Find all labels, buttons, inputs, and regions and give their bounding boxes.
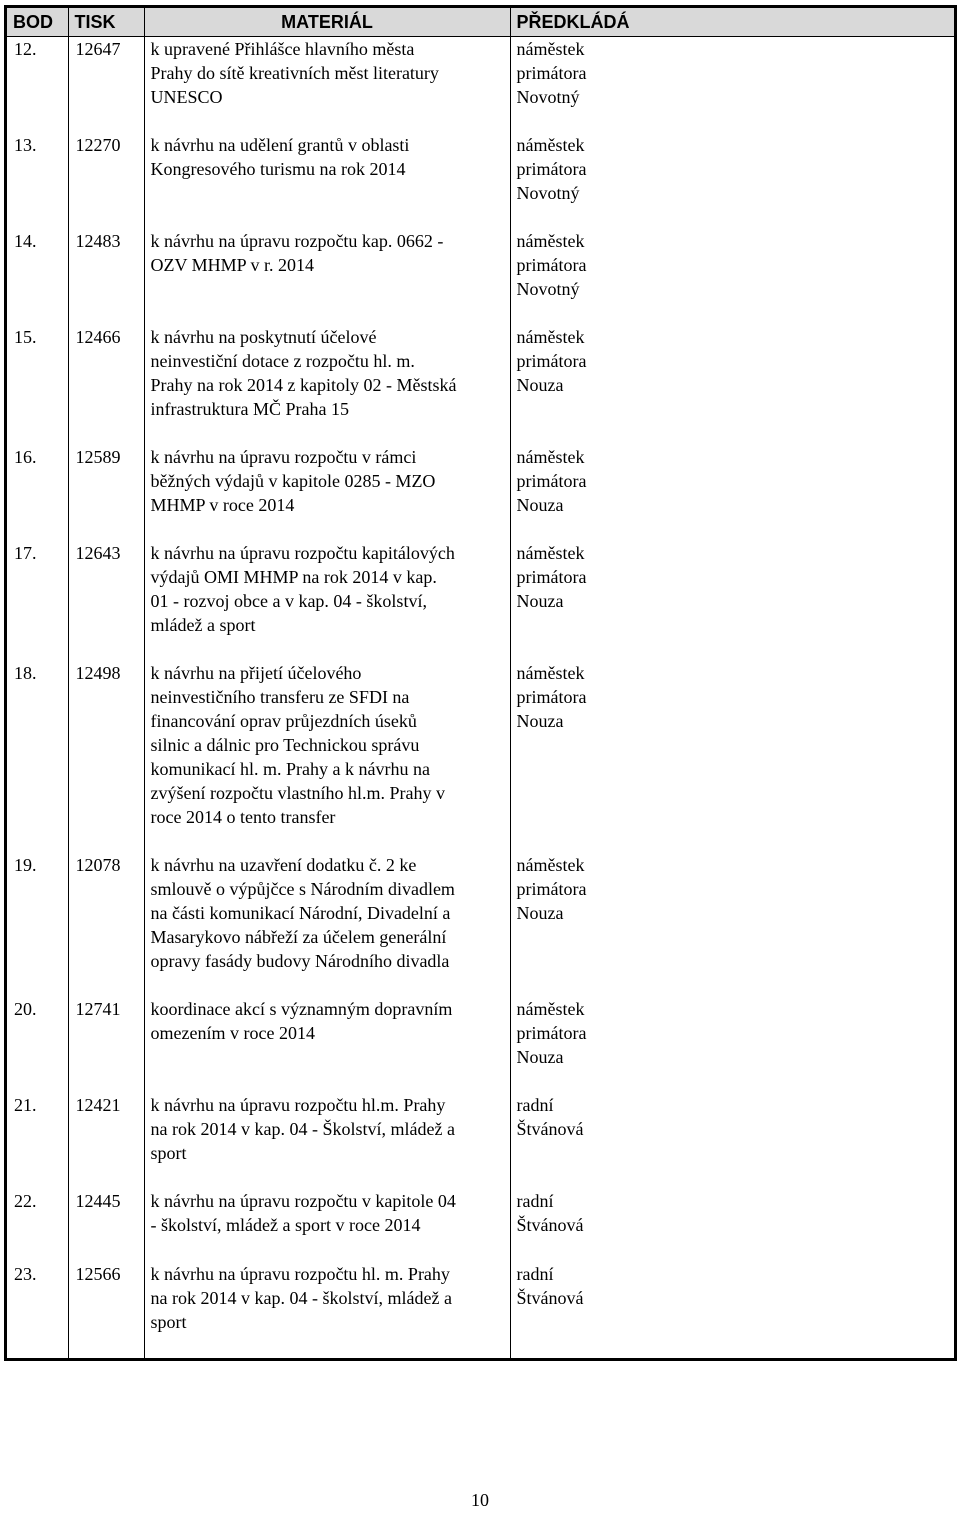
material-line: Prahy na rok 2014 z kapitoly 02 - Městská [150,374,457,395]
predklada-line: primátora [516,350,587,371]
cell-tisk: 12741 [68,997,144,1093]
cell-material [144,325,510,445]
material-line: k návrhu na úpravu rozpočtu kap. 0662 - [150,230,444,251]
cell-material [144,1262,510,1358]
cell-material [144,853,510,997]
predklada-line: primátora [516,63,587,83]
cell-tisk: 12421 [68,1093,144,1189]
material-line: k návrhu na úpravu rozpočtu v rámci [150,446,417,467]
cell-material [144,229,510,325]
cell-bod: 18. [14,662,37,683]
table-row [7,445,954,541]
table-row [7,541,954,661]
table-row [7,853,954,997]
material-line: výdajů OMI MHMP na rok 2014 v kap. [150,566,437,587]
agenda-table [7,8,954,1358]
material-line: omezením v roce 2014 [150,1022,315,1043]
material-line: k návrhu na úpravu rozpočtu hl.m. Prahy [150,1094,446,1115]
predklada-line: Nouza [516,494,564,515]
predklada-line: primátora [516,878,587,899]
material-line: na rok 2014 v kap. 04 - Školství, mládež a [150,1118,455,1139]
predklada-line: náměstek [516,446,585,467]
cell-bod: 15. [14,326,37,347]
material-line: k návrhu na poskytnutí účelové [150,326,377,347]
predklada-line: primátora [516,686,587,707]
material-line: roce 2014 o tento transfer [150,806,336,827]
material-line: smlouvě o výpůjčce s Národním divadlem [150,878,455,899]
material-line: komunikací hl. m. Prahy a k návrhu na [150,758,430,779]
cell-predklada [510,853,954,997]
cell-bod: 12. [14,39,37,59]
predklada-line: primátora [516,254,587,275]
cell-material [144,37,510,133]
material-line: k návrhu na úpravu rozpočtu hl. m. Prahy [150,1263,450,1284]
material-line: Prahy do sítě kreativních měst literatury [150,63,439,83]
material-line: neinvestiční dotace z rozpočtu hl. m. [150,350,415,371]
predklada-line: primátora [516,566,587,587]
table-row [7,1093,954,1189]
cell-bod: 20. [14,998,37,1019]
predklada-line: primátora [516,470,587,491]
material-line: financování oprav průjezdních úseků [150,710,417,731]
cell-material [144,997,510,1093]
cell-tisk: 12078 [68,853,144,997]
predklada-line: primátora [516,1022,587,1043]
material-line: opravy fasády budovy Národního divadla [150,950,450,971]
predklada-line: náměstek [516,542,585,563]
header-predklada: PŘEDKLÁDÁ [510,8,954,37]
material-line: na části komunikací Národní, Divadelní a [150,902,451,923]
header-tisk: TISK [68,8,144,37]
material-line: k návrhu na přijetí účelového [150,662,362,683]
cell-bod: 19. [14,854,37,875]
header-bod: BOD [7,8,68,37]
predklada-line: náměstek [516,662,585,683]
cell-material [144,541,510,661]
predklada-line: primátora [516,158,587,179]
cell-predklada [510,541,954,661]
cell-bod: 17. [14,542,37,563]
agenda-table-frame [4,5,957,1361]
material-line: na rok 2014 v kap. 04 - školství, mládež a [150,1287,452,1308]
material-line: neinvestičního transferu ze SFDI na [150,686,410,707]
cell-predklada [510,661,954,853]
cell-material [144,661,510,853]
cell-predklada [510,997,954,1093]
predklada-line: náměstek [516,230,585,251]
cell-tisk: 12466 [68,325,144,445]
material-line: UNESCO [150,87,223,107]
predklada-line: náměstek [516,39,585,59]
material-line: mládež a sport [150,614,256,635]
header-material: MATERIÁL [144,8,510,37]
cell-tisk: 12483 [68,229,144,325]
cell-predklada [510,1262,954,1358]
predklada-line: Novotný [516,182,580,203]
material-line: běžných výdajů v kapitole 0285 - MZO [150,470,436,491]
material-line: koordinace akcí s významným dopravním [150,998,453,1019]
predklada-line: Novotný [516,278,580,299]
cell-tisk: 12498 [68,661,144,853]
predklada-line: radní [516,1190,554,1211]
table-row [7,325,954,445]
cell-material [144,445,510,541]
cell-material [144,1189,510,1262]
cell-bod: 16. [14,446,37,467]
predklada-line: náměstek [516,854,585,875]
cell-tisk: 12445 [68,1189,144,1262]
page-number: 10 [471,1490,489,1510]
cell-predklada [510,229,954,325]
table-row [7,1189,954,1262]
predklada-line: Nouza [516,710,564,731]
cell-predklada [510,325,954,445]
cell-predklada [510,1189,954,1262]
predklada-line: Štvánová [516,1214,584,1235]
material-line: Masarykovo nábřeží za účelem generální [150,926,447,947]
cell-predklada [510,37,954,133]
material-line: Kongresového turismu na rok 2014 [150,158,406,179]
table-row [7,133,954,229]
cell-tisk: 12647 [68,37,144,133]
material-line: k návrhu na úpravu rozpočtu v kapitole 04 [150,1190,456,1211]
table-row [7,229,954,325]
material-line: zvýšení rozpočtu vlastního hl.m. Prahy v [150,782,445,803]
cell-predklada [510,133,954,229]
header-row [7,8,954,37]
predklada-line: Štvánová [516,1287,584,1308]
material-line: OZV MHMP v r. 2014 [150,254,315,275]
cell-predklada [510,1093,954,1189]
material-line: 01 - rozvoj obce a v kap. 04 - školství, [150,590,427,611]
predklada-line: náměstek [516,326,585,347]
material-line: k návrhu na uzavření dodatku č. 2 ke [150,854,417,875]
material-line: sport [150,1311,187,1332]
material-line: k návrhu na udělení grantů v oblasti [150,134,410,155]
cell-bod: 14. [14,230,37,251]
predklada-line: náměstek [516,998,585,1019]
predklada-line: radní [516,1094,554,1115]
material-line: infrastruktura MČ Praha 15 [150,398,349,419]
predklada-line: radní [516,1263,554,1284]
material-line: sport [150,1142,187,1163]
material-line: MHMP v roce 2014 [150,494,295,515]
cell-bod: 22. [14,1190,37,1211]
predklada-line: Nouza [516,902,564,923]
cell-material [144,133,510,229]
cell-bod: 23. [14,1263,37,1284]
cell-material [144,1093,510,1189]
table-row [7,661,954,853]
material-line: k návrhu na úpravu rozpočtu kapitálových [150,542,455,563]
table-row [7,1262,954,1358]
material-line: - školství, mládež a sport v roce 2014 [150,1214,421,1235]
material-line: silnic a dálnic pro Technickou správu [150,734,420,755]
predklada-line: Nouza [516,590,564,611]
predklada-line: Nouza [516,374,564,395]
cell-tisk: 12643 [68,541,144,661]
cell-predklada [510,445,954,541]
predklada-line: náměstek [516,134,585,155]
predklada-line: Novotný [516,87,580,107]
predklada-line: Štvánová [516,1118,584,1139]
cell-tisk: 12270 [68,133,144,229]
cell-bod: 13. [14,134,37,155]
material-line: k upravené Přihlášce hlavního města [150,39,415,59]
table-row [7,37,954,133]
cell-bod: 21. [14,1094,37,1115]
cell-tisk: 12589 [68,445,144,541]
table-row [7,997,954,1093]
cell-tisk: 12566 [68,1262,144,1358]
predklada-line: Nouza [516,1046,564,1067]
